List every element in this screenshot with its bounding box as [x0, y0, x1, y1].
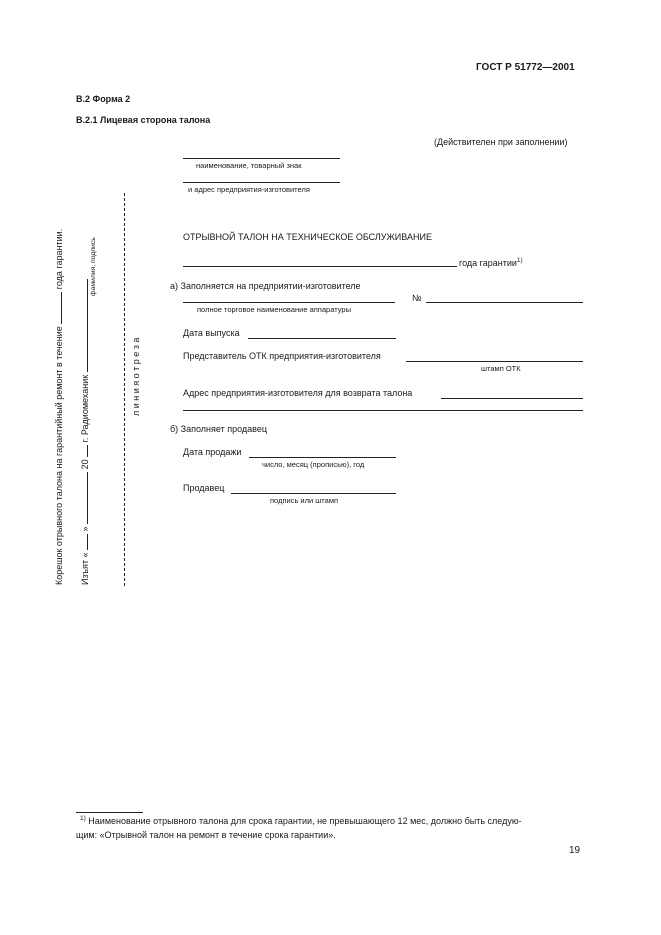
stub-year-blank	[79, 445, 88, 457]
otk-stamp-caption: штамп ОТК	[481, 364, 521, 373]
manufacturer-name-caption: наименование, товарный знак	[196, 161, 302, 170]
section-subtitle: В.2.1 Лицевая сторона талона	[76, 115, 211, 125]
cut-line	[124, 193, 125, 586]
return-address-line-1	[441, 398, 583, 399]
page-number: 19	[569, 845, 581, 856]
cut-line-label: л и н и я о т р е з а	[131, 337, 141, 416]
seller-caption: подпись или штамп	[270, 496, 339, 505]
stub-signature-blank	[79, 279, 88, 372]
section-title: В.2 Форма 2	[76, 94, 131, 104]
seller-label: Продавец	[183, 483, 225, 493]
stub-year-prefix: 20	[80, 459, 90, 470]
sale-date-label: Дата продажи	[183, 447, 242, 457]
otk-rep-line	[406, 361, 583, 362]
footnote-separator	[76, 812, 143, 813]
stub-withdrawn-label: Изъят «	[80, 552, 90, 585]
stub-signature-caption: фамилия, подпись	[90, 237, 97, 296]
stub-line1-end: года гарантии.	[54, 228, 64, 290]
warranty-footnote-mark: 1)	[516, 257, 523, 264]
stub-years-blank	[53, 292, 62, 324]
stub-month-blank	[79, 472, 88, 524]
coupon-title: ОТРЫВНОЙ ТАЛОН НА ТЕХНИЧЕСКОЕ ОБСЛУЖИВАНИЕ	[183, 232, 432, 242]
footnote-text-1: Наименование отрывного талона для срока гарантии, не превышающего 12 мес, должно быть следую-	[88, 816, 522, 826]
return-address-line-2	[183, 410, 583, 411]
warranty-label	[459, 257, 523, 268]
warranty-line	[183, 266, 457, 267]
serial-number-line	[426, 302, 583, 303]
stub-radiomechanic-label: г. Радиомеханик	[80, 374, 90, 443]
stub-day-blank	[79, 534, 88, 550]
warranty-label-text: года гарантии	[459, 258, 517, 268]
footnote-line1	[76, 815, 522, 826]
sale-date-line	[249, 457, 396, 458]
stub-line2	[79, 279, 90, 585]
standard-header: ГОСТ Р 51772—2001	[476, 62, 575, 73]
part-b-heading: б) Заполняет продавец	[170, 424, 267, 434]
footnote-mark: 1)	[80, 815, 86, 822]
product-name-caption: полное торговое наименование аппаратуры	[197, 305, 351, 314]
otk-rep-label: Представитель ОТК предприятия-изготовителя	[183, 351, 381, 361]
validity-note: (Действителен при заполнении)	[434, 137, 568, 147]
stub-quote-close: »	[80, 526, 90, 532]
part-a-heading: а) Заполняется на предприятии-изготовителе	[170, 281, 361, 291]
sale-date-caption: число, месяц (прописью), год	[262, 460, 365, 469]
stub-line1	[53, 229, 64, 585]
seller-line	[231, 493, 396, 494]
release-date-line	[248, 338, 396, 339]
return-address-label: Адрес предприятия-изготовителя для возврата талона	[183, 388, 413, 398]
number-sign: №	[412, 293, 422, 303]
manufacturer-name-line	[183, 158, 340, 159]
footnote-line2: щим: «Отрывной талон на ремонт в течение срока гарантии».	[76, 830, 336, 840]
manufacturer-address-caption: и адрес предприятия-изготовителя	[188, 185, 310, 194]
release-date-label: Дата выпуска	[183, 328, 240, 338]
product-name-line	[183, 302, 395, 303]
stub-line1-text: Корешок отрывного талона на гарантийный ремонт в течение	[54, 326, 64, 585]
manufacturer-address-line	[183, 182, 340, 183]
